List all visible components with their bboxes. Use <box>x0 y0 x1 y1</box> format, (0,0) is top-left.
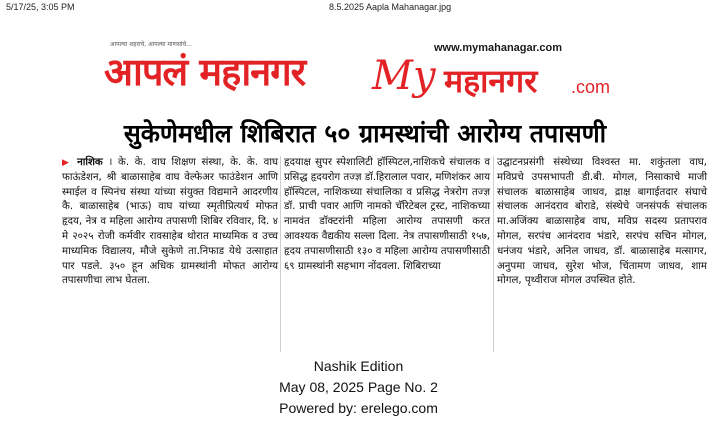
masthead-logo-com: .com <box>571 77 611 97</box>
dateline-marker-icon: ▶ <box>62 158 72 168</box>
article-column-2: हृदयाक्ष सुपर स्पेशालिटी हॉस्पिटल,नाशिकचे संचालक व प्रसिद्ध हृदयरोग तज्ज्ञ डॉ.हिरालाल पवार, मणिशंकर आय हॉस्पिटल, नाशिकच्या संचालिका व प्रसिद्ध नेत्ररोग तज्ज्ञ डॉ. प्राची पवार आणि नामको चॅरिटेबल ट्रस्ट, नाशिकच्या नामवंत डॉक्टरांनी महिला आरोग्य तपासणी करत आवश्यक वैद्यकीय सल्ला दिला. नेत्र तपासणीसाठी १५७, हृदय तपासणीसाठी १३० व महिला आरोग्य तपासणीसाठी ६९ ग्रामस्थांनी सहभाग नोंदवला. शिबिराच्या <box>284 157 490 272</box>
masthead-logo-marathi: आपलं महानगर <box>104 50 306 94</box>
print-date: 5/17/25, 3:05 PM <box>6 2 75 12</box>
column-divider <box>493 156 494 352</box>
article-column-3: उद्घाटनप्रसंगी संस्थेच्या विश्वस्त मा. शकुंतला वाघ, मविप्रचे उपसभापती डी.बी. मोगल, निसाकाचे माजी संचालक बाळासाहेब जाधव, द्राक्ष बागाईतदार संघाचे संचालक आनंदराव बोराडे, संस्थेचे जनसंपर्क संचालक मा.अजिंक्य बाळासाहेब वाघ, मविप्र सदस्य प्रतापराव मोगल, सरपंच आनंदराव भंडारे, सरपंच सचिन मोगल, धनंजय भंडारे, अनिल जाधव, डॉ. बाळासाहेब मत्सागर, अनुपमा जाधव, सुरेश भोज, चिंतामण जाधव, शाम मोगल, पृथ्वीराज मोगल उपस्थित होते. <box>497 157 707 287</box>
article-dateline: नाशिक <box>77 157 103 168</box>
masthead-tagline: आपल्या शहराचे, आपल्या माणसांचे... <box>110 41 192 48</box>
masthead-url: www.mymahanagar.com <box>434 42 562 54</box>
masthead-logo-my-mahanagar <box>372 49 617 105</box>
dateline-separator: । <box>102 157 119 168</box>
footer-date-page: May 08, 2025 Page No. 2 <box>279 379 438 395</box>
footer-edition: Nashik Edition <box>313 358 404 374</box>
masthead-logo-mahanagar: महानगर <box>444 62 538 100</box>
newspaper-masthead <box>104 39 617 107</box>
article-headline: सुकेणेमधील शिबिरात ५० ग्रामस्थांची आरोग्य तपासणी <box>123 119 607 148</box>
print-header <box>0 2 717 16</box>
column-divider <box>280 156 281 352</box>
print-file-name: 8.5.2025 Aapla Mahanagar.jpg <box>329 2 452 12</box>
article-column-1-text: के. के. वाघ शिक्षण संस्था, के. के. वाघ फाऊंडेशन, श्री बाळासाहेब वाघ वेल्फेअर फाउंडेशन आणि स्माईल व स्पिनंच संस्था यांच्या संयुक्त विद्यमाने आदरणीय कै. बाळासाहेब (भाऊ) वाघ यांच्या स्मृतीप्रित्यर्थ मोफत हृदय, नेत्र व महिला आरोग्य तपासणी शिबिर रविवार, दि. ४ मे २०२५ रोजी कर्मवीर रावसाहेब थोरात माध्यमिक व उच्च माध्यमिक विद्यालय, मौजे सुकेणे ता.निफाड येथे उत्साहात पार पडले. ३५० हून अधिक ग्रामस्थांनी मोफत आरोग्य तपासणीचा लाभ घेतला. <box>62 157 278 287</box>
footer-powered-by: Powered by: erelego.com <box>279 400 438 416</box>
edition-footer <box>0 356 717 419</box>
article-column-1 <box>62 156 278 289</box>
masthead-logo-my: My <box>372 53 436 99</box>
